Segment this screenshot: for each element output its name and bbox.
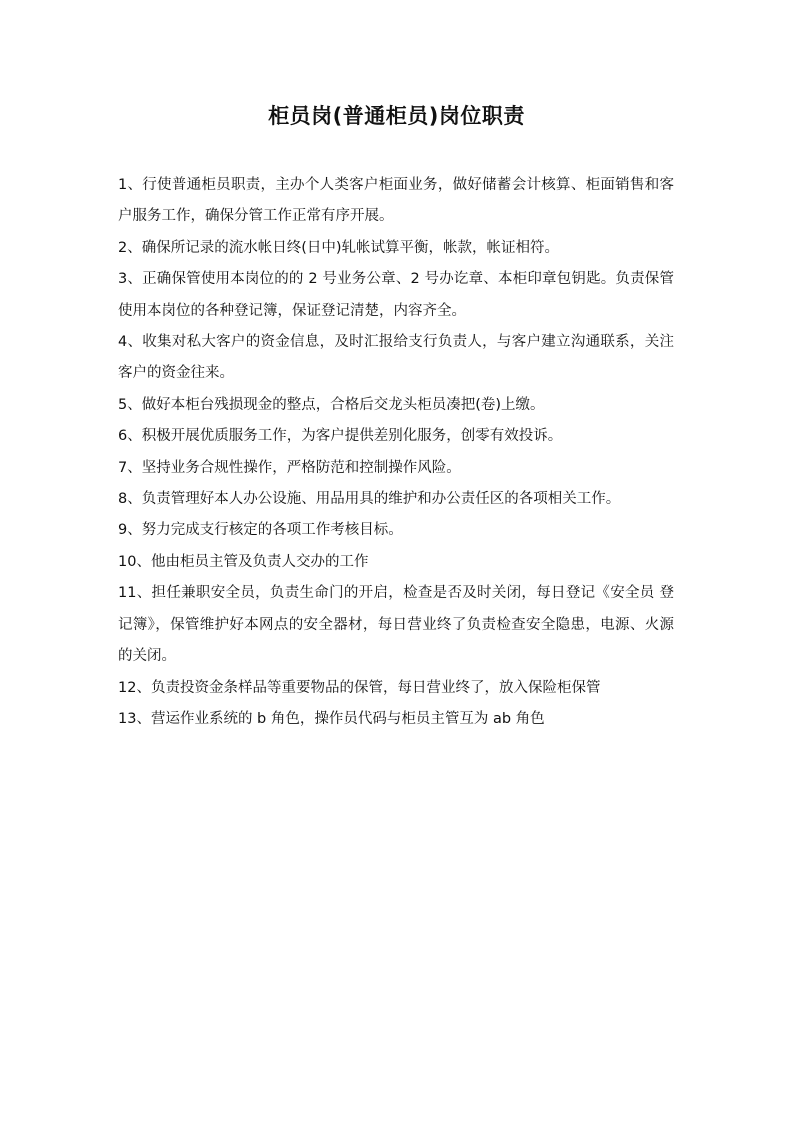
duty-item-2: 2、确保所记录的流水帐日终(日中)轧帐试算平衡，帐款，帐证相符。 (118, 239, 560, 256)
duty-item-10: 10、他由柜员主管及负责人交办的工作 (118, 553, 369, 570)
duty-item-1: 1、行使普通柜员职责，主办个人类客户柜面业务，做好储蓄会计核算、柜面销售和客户服务工作，确保分管工作正常有序开展。 (118, 177, 674, 225)
page-title: 柜员岗(普通柜员)岗位职责 (268, 104, 525, 128)
duty-item-4: 4、收集对私大客户的资金信息，及时汇报给支行负责人，与客户建立沟通联系，关注客户的资金往来。 (118, 334, 674, 382)
duty-item-8: 8、负责管理好本人办公设施、用品用具的维护和办公责任区的各项相关工作。 (118, 491, 621, 508)
duty-list (118, 170, 674, 735)
duty-item-5: 5、做好本柜台残损现金的整点，合格后交龙头柜员凑把(卷)上缴。 (118, 396, 545, 413)
duty-item-6: 6、积极开展优质服务工作，为客户提供差别化服务，创零有效投诉。 (118, 428, 563, 445)
duty-item-12: 12、负责投资金条样品等重要物品的保管，每日营业终了，放入保险柜保管 (118, 679, 601, 696)
duty-item-3: 3、正确保管使用本岗位的的 2 号业务公章、2 号办讫章、本柜印章包钥匙。负责保管使用本岗位的各种登记簿，保证登记清楚，内容齐全。 (118, 271, 674, 319)
duty-item-7: 7、坚持业务合规性操作，严格防范和控制操作风险。 (118, 459, 461, 476)
duty-item-9: 9、努力完成支行核定的各项工作考核目标。 (118, 522, 403, 539)
duty-item-13: 13、营运作业系统的 b 角色，操作员代码与柜员主管互为 ab 角色 (118, 710, 545, 727)
duty-item-11: 11、担任兼职安全员，负责生命门的开启，检查是否及时关闭，每日登记《安全员 登记簿》，保管维护好本网点的安全器材，每日营业终了负责检查安全隐患，电源、火源的关闭。 (118, 585, 674, 665)
